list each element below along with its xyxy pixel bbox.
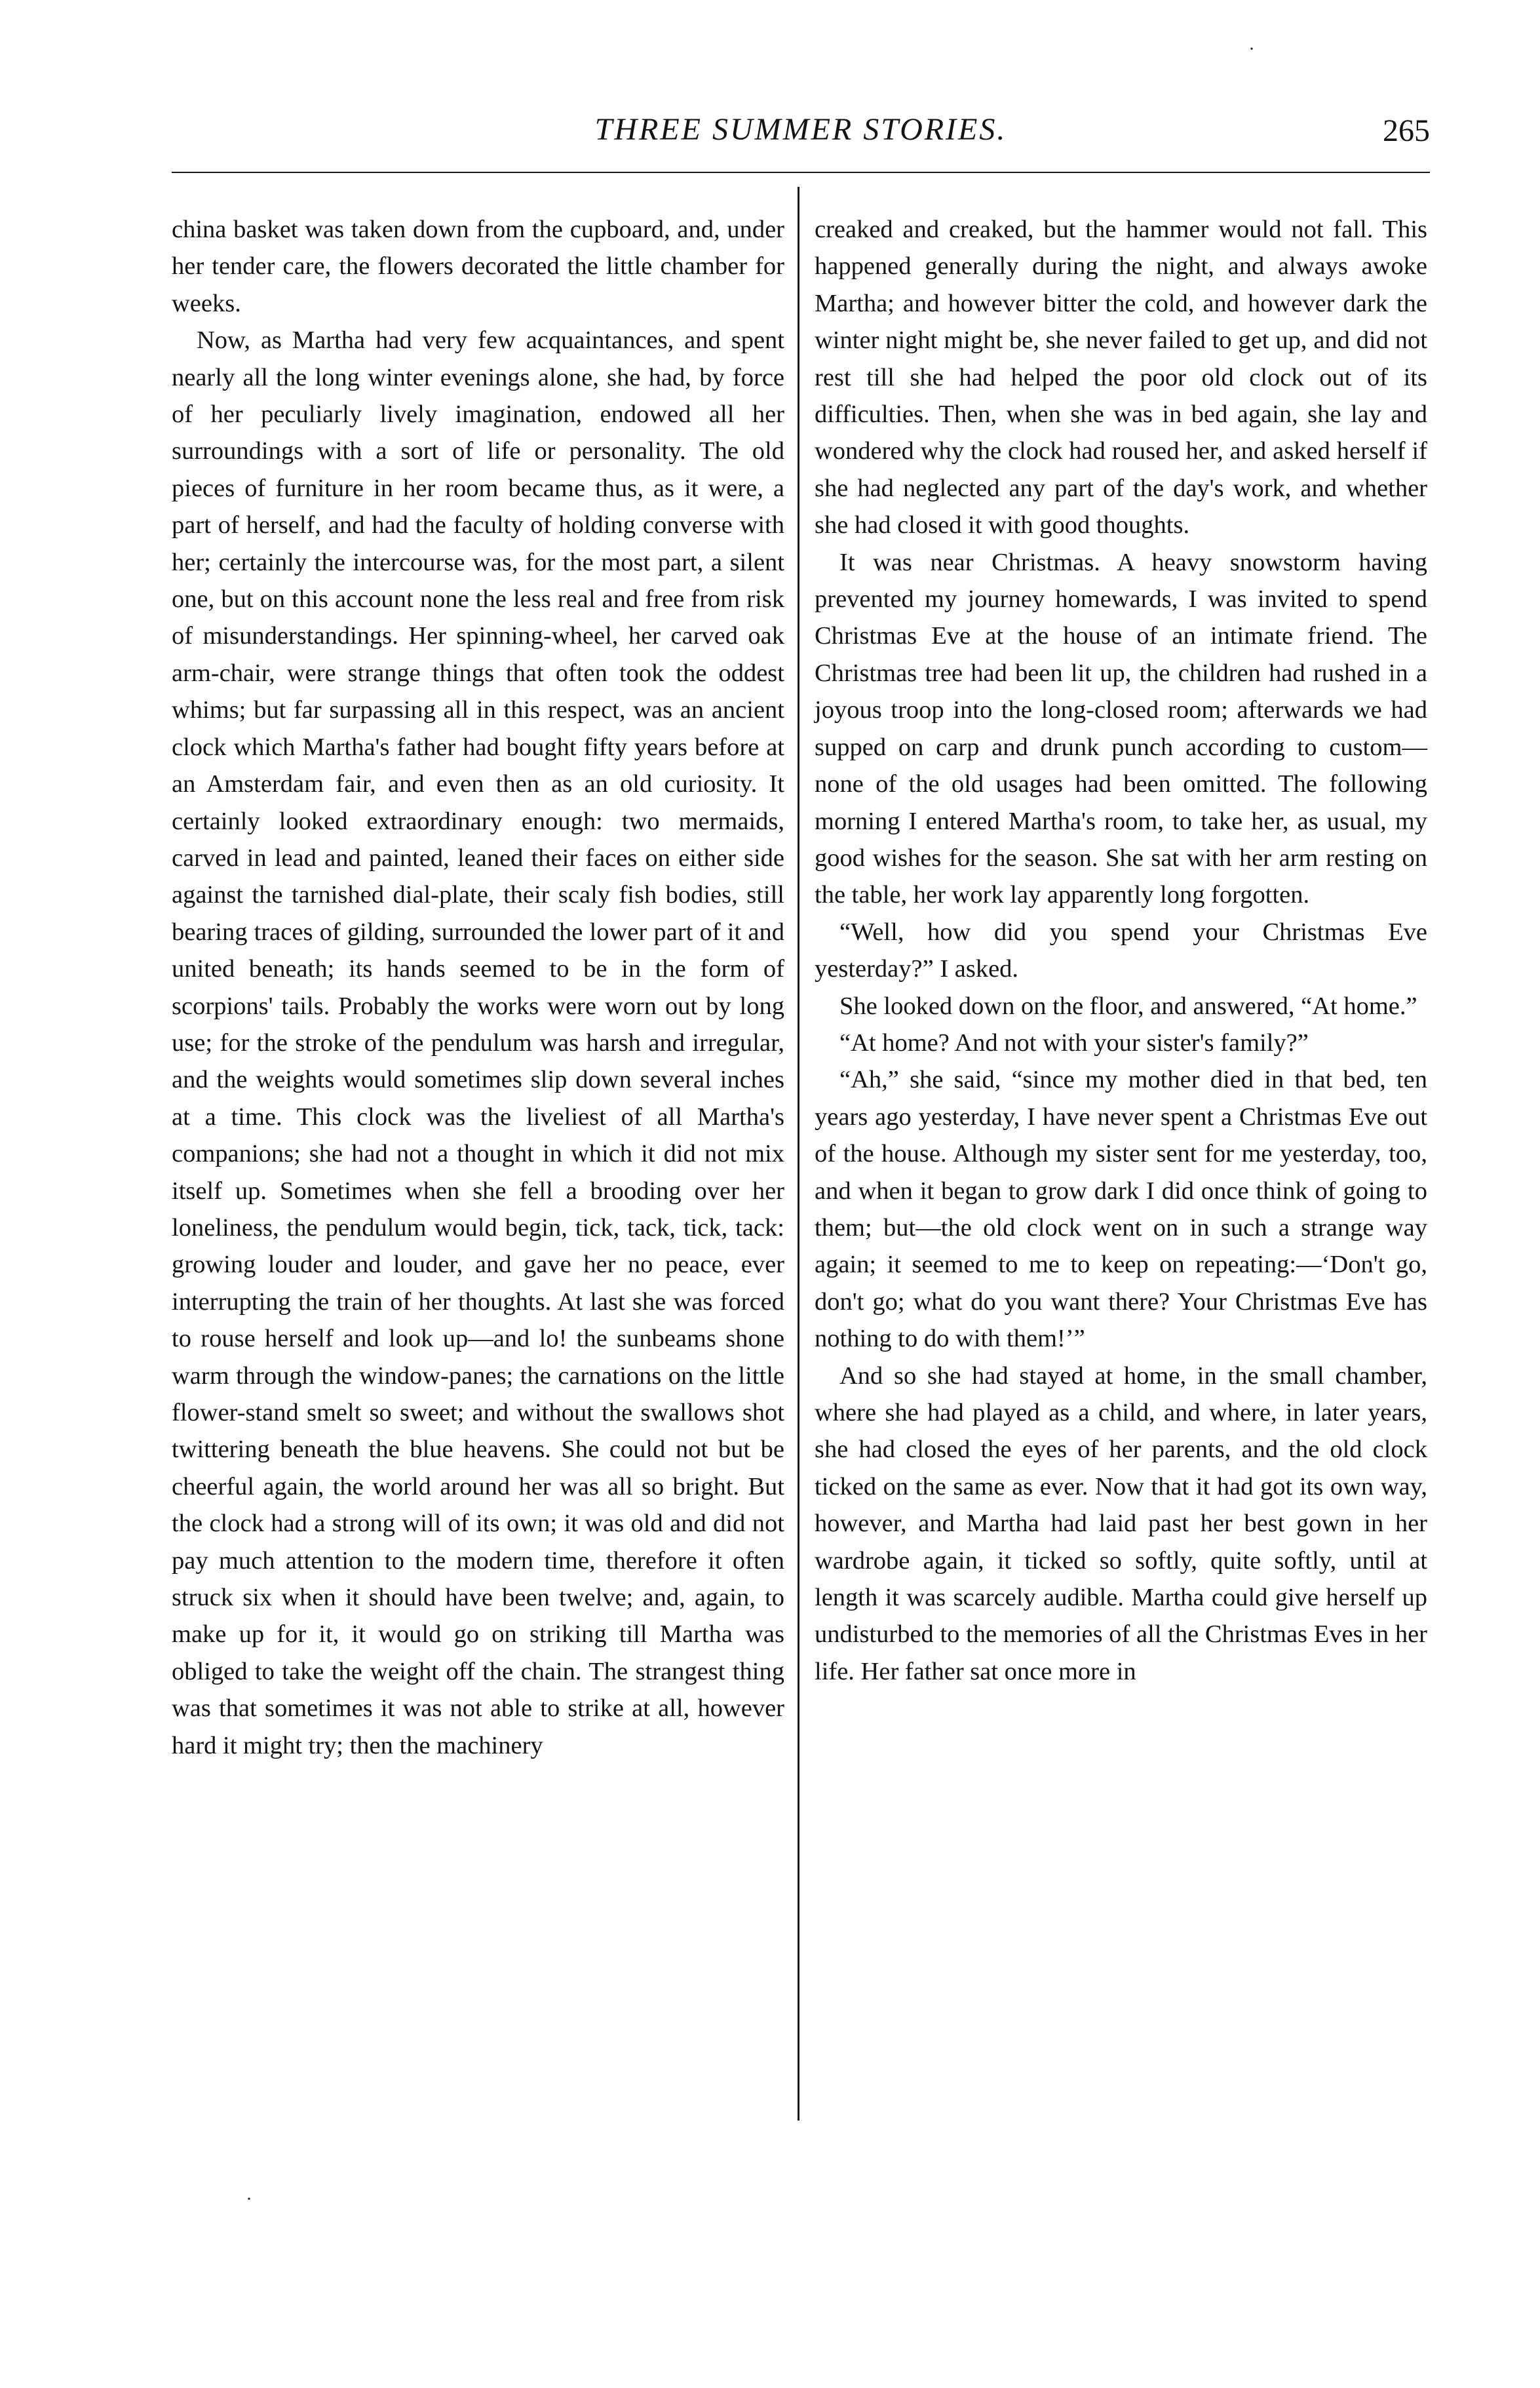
running-title: THREE SUMMER STORIES. [594, 112, 1007, 147]
paragraph: Now, as Martha had very few acquaintances, and spent nearly all the long winter evenings alone, she had, by force of her peculiarly lively imagination, endowed all her surroundings with a sort of life or personality. The old pieces of furniture in her room became thus, as it were, a part of herself, and had the faculty of holding converse with her; certainly the intercourse was, for the most part, a silent one, but on this account none the less real and free from risk of misunderstandings. Her spinning-wheel, her carved oak arm-chair, were strange things that often took the oddest whims; but far surpassing all in this respect, was an ancient clock which Martha's father had bought fifty years before at an Amsterdam fair, and even then as an old curiosity. It certainly looked extraordinary enough: two mermaids, carved in lead and painted, leaned their faces on either side against the tarnished dial-plate, their scaly fish bodies, still bearing traces of gilding, surrounded the lower part of it and united beneath; its hands seemed to be in the form of scorpions' tails. Probably the works were worn out by long use; for the stroke of the pendulum was harsh and irregular, and the weights would sometimes slip down several inches at a time. This clock was the liveliest of all Martha's companions; she had not a thought in which it did not mix itself up. Sometimes when she fell a brooding over her loneliness, the pendulum would begin, tick, tack, tick, tack: growing louder and louder, and gave her no peace, ever interrupting the train of her thoughts. At last she was forced to rouse herself and look up—and lo! the sunbeams shone warm through the window-panes; the carnations on the little flower-stand smelt so sweet; and without the swallows shot twittering beneath the blue heavens. She could not but be cheerful again, the world around her was all so bright. But the clock had a strong will of its own; it was old and did not pay much attention to the modern time, therefore it often struck six when it should have been twelve; and, again, to make up for it, it would go on striking till Martha was obliged to take the weight off the chain. The strangest thing was that sometimes it was not able to strike at all, however hard it might try; then the machinery [172, 326, 784, 1759]
paragraph: creaked and creaked, but the hammer would not fall. This happened generally during the night, and always awoke Martha; and however bitter the cold, and however dark the winter night might be, she never failed to get up, and did not rest till she had helped the poor old clock out of its difficulties. Then, when she was in bed again, she lay and wondered why the clock had roused her, and asked herself if she had neglected any part of the day's work, and whether she had closed it with good thoughts. [815, 216, 1427, 539]
paragraph: “At home? And not with your sister's family?” [839, 1028, 1309, 1057]
print-speck: · [1248, 38, 1255, 60]
paragraph: She looked down on the floor, and answered, “At home.” [839, 992, 1417, 1020]
paragraph: “Ah,” she said, “since my mother died in that bed, ten years ago yesterday, I have never spent a Christmas Eve out of the house. Although my sister sent for me yesterday, too, and when it began to grow dark I did once think of going to them; but—the old clock went on in such a strange way again; it seemed to me to keep on repeating:—‘Don't go, don't go; what do you want there? Your Christmas Eve has nothing to do with them!’” [815, 1066, 1427, 1353]
header-rule [172, 172, 1430, 173]
page-number: 265 [1383, 113, 1430, 148]
paragraph: china basket was taken down from the cupboard, and, under her tender care, the flowers decorated the little chamber for weeks. [172, 216, 784, 317]
paragraph: “Well, how did you spend your Christmas Eve yesterday?” I asked. [815, 918, 1427, 983]
column-divider [798, 187, 799, 2121]
right-column [815, 211, 1427, 1690]
paragraph: And so she had stayed at home, in the small chamber, where she had played as a child, and where, in later years, she had closed the eyes of her parents, and the old clock ticked on the same as ever. Now that it had got its own way, however, and Martha had laid past her best gown in her wardrobe again, it ticked so softly, quite softly, until at length it was scarcely audible. Martha could give herself up undisturbed to the memories of all the Christmas Eves in her life. Her father sat once more in [815, 1361, 1427, 1685]
left-column [172, 211, 784, 1764]
print-speck: · [246, 2188, 252, 2210]
running-head [172, 111, 1430, 157]
paragraph: It was near Christmas. A heavy snowstorm having prevented my journey homewards, I was invited to spend Christmas Eve at the house of an intimate friend. The Christmas tree had been lit up, the children had rushed in a joyous troop into the long-closed room; afterwards we had supped on carp and drunk punch according to custom—none of the old usages had been omitted. The following morning I entered Martha's room, to take her, as usual, my good wishes for the season. She sat with her arm resting on the table, her work lay apparently long forgotten. [815, 548, 1427, 909]
